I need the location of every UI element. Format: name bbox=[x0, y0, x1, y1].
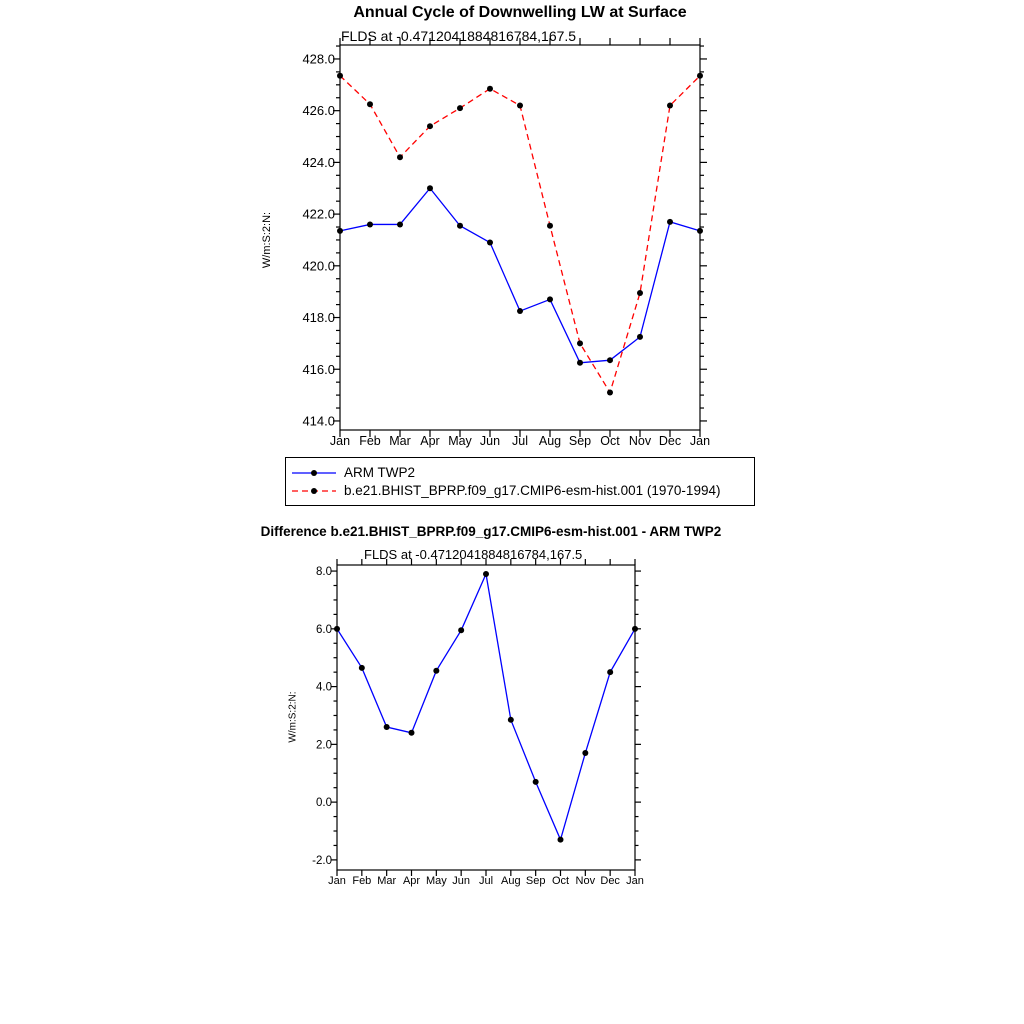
svg-text:426.0: 426.0 bbox=[302, 103, 335, 119]
svg-text:Sep: Sep bbox=[568, 434, 592, 448]
legend-label-model: b.e21.BHIST_BPRP.f09_g17.CMIP6-esm-hist.001 (1970-1994) bbox=[344, 483, 721, 498]
legend-line-sample-solid bbox=[291, 467, 337, 479]
svg-text:0.0: 0.0 bbox=[316, 797, 332, 810]
legend-line-sample-dashed bbox=[291, 485, 337, 497]
svg-text:Jun: Jun bbox=[479, 434, 501, 448]
svg-text:Jul: Jul bbox=[478, 875, 494, 887]
svg-text:416.0: 416.0 bbox=[302, 361, 335, 377]
legend-item-arm-twp2 bbox=[291, 465, 754, 480]
legend-marker-dot bbox=[311, 488, 317, 494]
difference-chart-subtitle: FLDS at -0.4712041884816784,167.5 bbox=[364, 547, 583, 562]
svg-text:420.0: 420.0 bbox=[302, 258, 335, 274]
svg-text:Mar: Mar bbox=[389, 434, 411, 448]
svg-text:4.0: 4.0 bbox=[316, 681, 332, 694]
svg-text:Jan: Jan bbox=[689, 434, 711, 448]
svg-text:Aug: Aug bbox=[538, 434, 562, 448]
annual-cycle-plot-area bbox=[300, 40, 740, 460]
svg-text:418.0: 418.0 bbox=[302, 310, 335, 326]
svg-text:Jun: Jun bbox=[452, 875, 471, 887]
svg-text:2.0: 2.0 bbox=[316, 739, 332, 752]
svg-text:Jan: Jan bbox=[329, 434, 351, 448]
svg-text:Mar: Mar bbox=[377, 875, 397, 887]
svg-text:Sep: Sep bbox=[525, 875, 546, 887]
svg-text:8.0: 8.0 bbox=[316, 566, 332, 579]
svg-text:Jan: Jan bbox=[626, 875, 644, 887]
svg-text:Jul: Jul bbox=[512, 434, 528, 448]
svg-text:422.0: 422.0 bbox=[302, 206, 335, 222]
svg-text:Oct: Oct bbox=[600, 434, 620, 448]
svg-text:Feb: Feb bbox=[359, 434, 381, 448]
y-axis-label: W/m:S:2:N: bbox=[261, 211, 273, 269]
legend-marker-dot bbox=[311, 470, 317, 476]
legend bbox=[285, 457, 755, 506]
svg-text:414.0: 414.0 bbox=[302, 413, 335, 429]
svg-text:Dec: Dec bbox=[600, 875, 620, 887]
difference-y-axis-label: W/m:S:2:N: bbox=[287, 691, 299, 743]
chart-title: Annual Cycle of Downwelling LW at Surface bbox=[353, 4, 687, 21]
difference-chart-title: Difference b.e21.BHIST_BPRP.f09_g17.CMIP6-esm-hist.001 - ARM TWP2 bbox=[260, 524, 722, 539]
svg-text:Aug: Aug bbox=[501, 875, 521, 887]
svg-text:Nov: Nov bbox=[628, 434, 652, 448]
svg-text:Nov: Nov bbox=[575, 875, 596, 887]
svg-text:Jan: Jan bbox=[328, 875, 346, 887]
svg-text:Apr: Apr bbox=[402, 875, 421, 887]
svg-text:Apr: Apr bbox=[420, 434, 440, 448]
chart-subtitle: FLDS at -0.4712041884816784,167.5 bbox=[341, 28, 577, 44]
svg-text:May: May bbox=[448, 434, 472, 448]
svg-text:May: May bbox=[425, 875, 447, 887]
svg-text:Dec: Dec bbox=[658, 434, 682, 448]
svg-text:428.0: 428.0 bbox=[302, 51, 335, 67]
legend-item-model bbox=[291, 483, 754, 498]
svg-text:-2.0: -2.0 bbox=[312, 854, 332, 867]
legend-label-arm-twp2: ARM TWP2 bbox=[344, 465, 416, 480]
svg-text:Feb: Feb bbox=[352, 875, 372, 887]
difference-plot-area bbox=[300, 558, 680, 903]
svg-text:6.0: 6.0 bbox=[316, 623, 332, 636]
svg-text:Oct: Oct bbox=[551, 875, 570, 887]
svg-text:424.0: 424.0 bbox=[302, 154, 335, 170]
